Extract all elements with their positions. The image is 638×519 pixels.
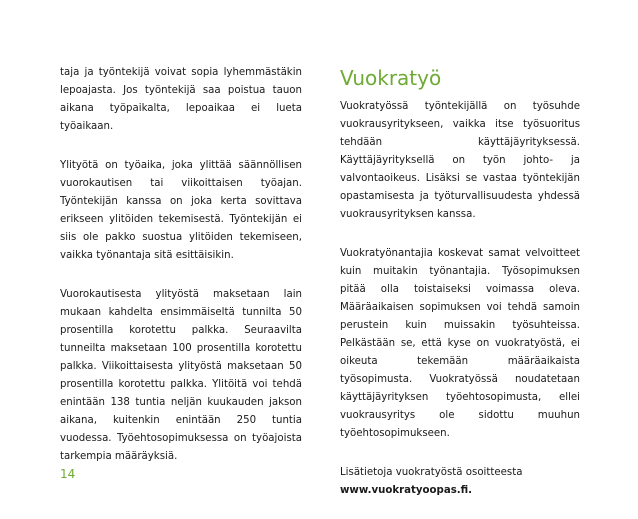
info-text: Lisätietoja vuokratyöstä osoitteesta: [340, 467, 523, 478]
page-number: 14: [60, 467, 76, 481]
paragraph-ylityo: Ylityötä on työaika, joka ylittää säännöllisen vuorokautisen tai viikoittaisen työajan. Työntekijän kanssa on joka kerta sovittava erikseen ylitöiden tekemisestä. Työntekijän ei siis ole pakko suostua ylitöiden tekemiseen, vaikka työnantaja sitä esittäisikin.: [60, 160, 302, 261]
left-column: [60, 64, 302, 487]
paragraph-lepoaika: taja ja työntekijä voivat sopia lyhemmästäkin lepoajasta. Jos työntekijä saa poistua tauon aikana työpaikalta, lepoaikaa ei lueta työaikaan.: [60, 67, 302, 132]
vuokratyoopas-link[interactable]: www.vuokratyoopas.fi.: [340, 485, 473, 496]
paragraph-vuokratyonantajat: Vuokratyönantajia koskevat samat velvoitteet kuin muitakin työnantajia. Työsopimuksen pitää olla toistaiseksi voimassa oleva. Määräaikaisen sopimuksen voi tehdä samoin perustein kuin muissakin työsuhteissa. Pelkästään se, että kyse on vuokratyöstä, ei oikeuta tekemään määräaikaista työsopimusta. Vuokratyössä noudatetaan käyttäjäyrityksen työehtosopimusta, ellei vuokrausyritys ole sidottu muuhun työehtosopimukseen.: [340, 248, 580, 439]
paragraph-vuokratyo-intro: Vuokratyössä työntekijällä on työsuhde vuokrausyritykseen, vaikka itse työsuoritus tehdään käyttäjäyrityksessä. Käyttäjäyrityksellä on työn johto- ja valvontaoikeus. Lisäksi se vastaa työntekijän opastamisesta ja työturvallisuudesta yhdessä vuokrausyrityksen kanssa.: [340, 101, 580, 220]
section-heading-vuokratyo: Vuokratyö: [340, 66, 442, 90]
paragraph-ylityokorvaus: Vuorokautisesta ylityöstä maksetaan lain mukaan kahdelta ensimmäiseltä tunnilta 50 prosentilla korotettu palkka. Seuraavilta tunneilta maksetaan 100 prosentilla korotettu palkka. Viikoittaisesta ylityöstä maksetaan 50 prosentilla korotettu palkka. Ylitöitä voi tehdä enintään 138 tuntia neljän kuukauden jakson aikana, kuitenkin enintään 250 tuntia vuodessa. Työehtosopimuksessa on työajoista tarkempia määräyksiä.: [60, 289, 302, 462]
right-column: [340, 66, 580, 500]
